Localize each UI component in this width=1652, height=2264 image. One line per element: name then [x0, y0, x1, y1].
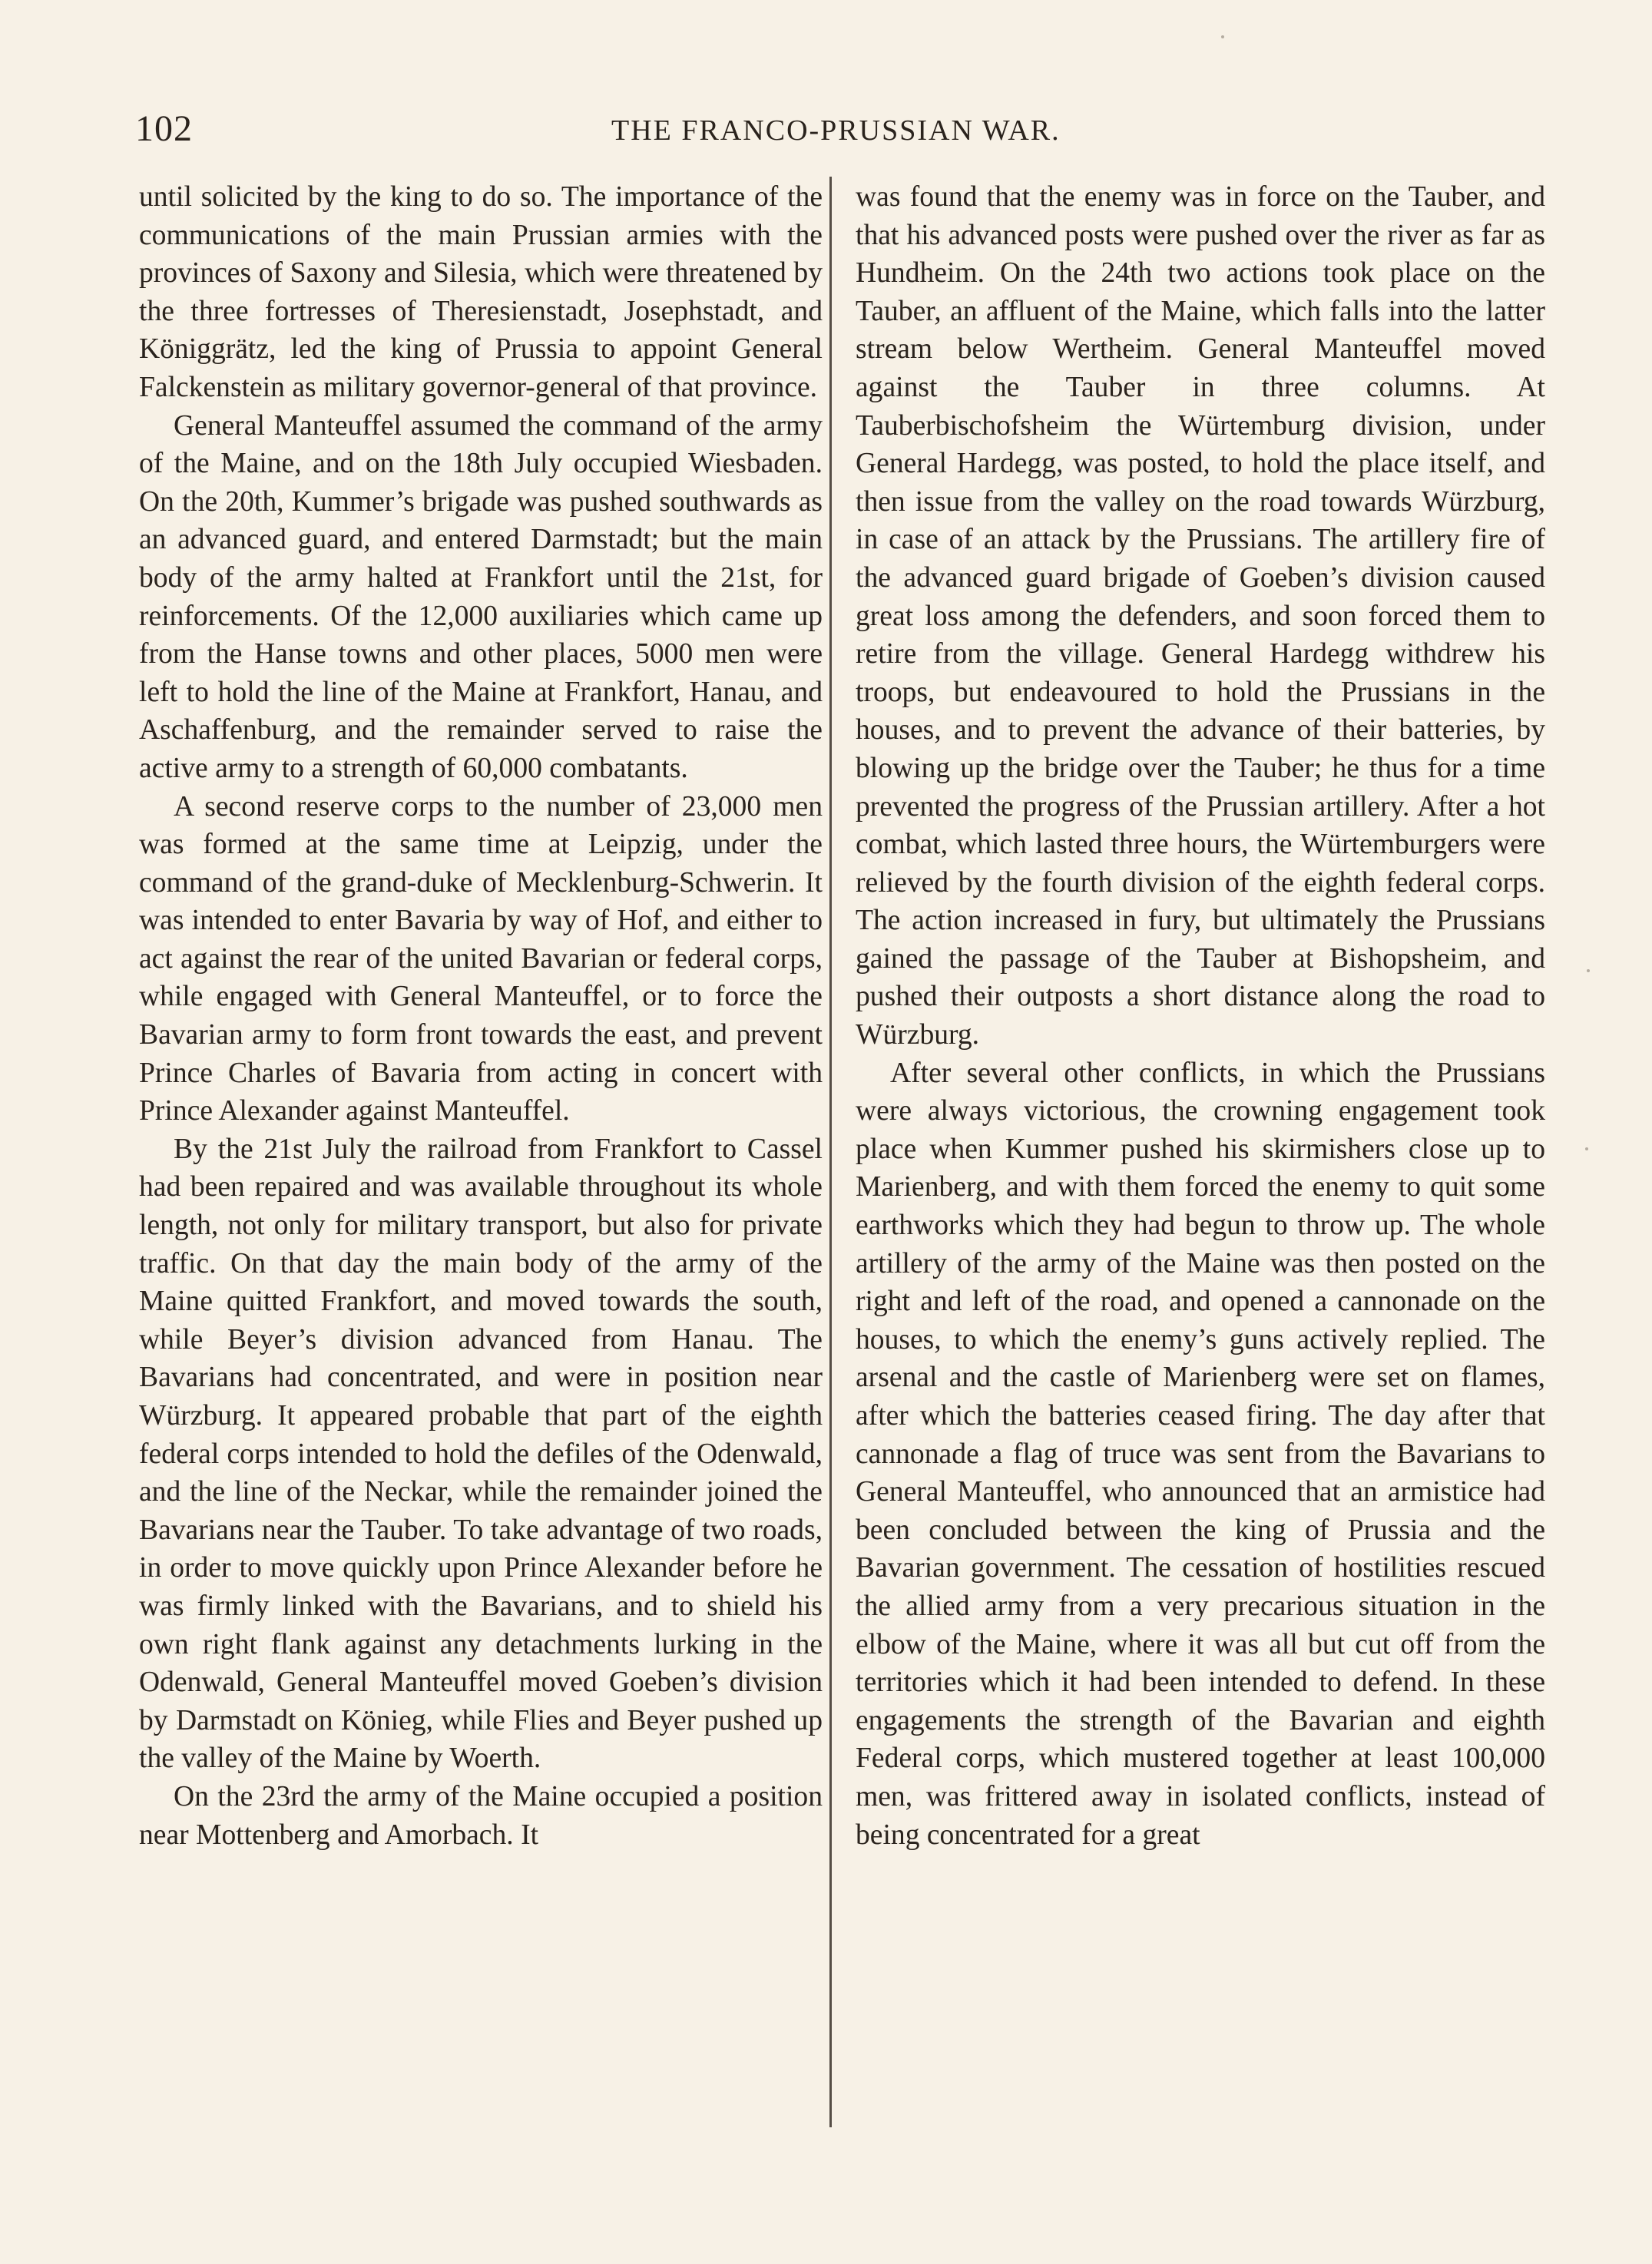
- running-head: THE FRANCO-PRUSSIAN WAR.: [611, 114, 1061, 147]
- left-paragraph-5: On the 23rd the army of the Maine occupied a position near Mottenberg and Amorbach. It: [139, 1780, 823, 1851]
- left-paragraph-2: General Manteuffel assumed the command of the army of the Maine, and on the 18th July occupied Wiesbaden. On the 20th, Kummer’s brigade was pushed southwards as an advanced guard, and entered Darmstadt; but the main body of the army halted at Frankfort until the 21st, for reinforcements. Of the 12,000 auxiliaries which came up from the Hanse towns and other places, 5000 men were left to hold the line of the Maine at Frankfort, Hanau, and Aschaffenburg, and the remainder served to raise the active army to a strength of 60,000 combatants.: [139, 409, 823, 784]
- page-header: [135, 108, 1556, 161]
- left-column: [139, 178, 823, 2160]
- left-paragraph-4: By the 21st July the railroad from Frankfort to Cassel had been repaired and was available throughout its whole length, not only for military transport, but also for private traffic. On that day the main body of the army of the Maine quitted Frankfort, and moved towards the south, while Beyer’s division advanced from Hanau. The Bavarians had concentrated, and were in position near Würzburg. It appeared probable that part of the eighth federal corps intended to hold the defiles of the Odenwald, and the line of the Neckar, while the remainder joined the Bavarians near the Tauber. To take advantage of two roads, in order to move quickly upon Prince Alexander before he was firmly linked with the Bavarians, and to shield his own right flank against any detachments lurking in the Odenwald, General Manteuffel moved Goeben’s division by Darmstadt on Könieg, while Flies and Beyer pushed up the valley of the Maine by Woerth.: [139, 1133, 823, 1775]
- left-paragraph-1: until solicited by the king to do so. The importance of the communications of the main Prussian armies with the provinces of Saxony and Silesia, which were threatened by the three fortresses of Theresienstadt, Josephstadt, and Königgrätz, led the king of Prussia to appoint General Falckenstein as military governor-general of that province.: [139, 181, 823, 403]
- right-paragraph-2: After several other conflicts, in which the Prussians were always victorious, the crowning engagement took place when Kummer pushed his skirmishers close up to Marienberg, and with them forced the enemy to quit some earthworks which they had begun to throw up. The whole artillery of the army of the Maine was then posted on the right and left of the road, and opened a cannonade on the houses, to which the enemy’s guns actively replied. The arsenal and the castle of Marienberg were set on flames, after which the batteries ceased firing. The day after that cannonade a flag of truce was sent from the Bavarians to General Manteuffel, who announced that an armistice had been concluded between the king of Prussia and the Bavarian government. The cessation of hostilities rescued the allied army from a very precarious situation in the elbow of the Maine, where it was all but cut off from the territories which it had been intended to defend. In these engagements the strength of the Bavarian and eighth Federal corps, which mustered together at least 100,000 men, was frittered away in isolated conflicts, instead of being concentrated for a great: [856, 1057, 1545, 1851]
- paper-speck: [1587, 969, 1590, 972]
- column-divider: [829, 177, 832, 2127]
- right-paragraph-1: was found that the enemy was in force on the Tauber, and that his advanced posts were pushed over the river as far as Hundheim. On the 24th two actions took place on the Tauber, an affluent of the Maine, which falls into the latter stream below Wertheim. General Manteuffel moved against the Tauber in three columns. At Tauberbischofsheim the Würtemburg division, under General Hardegg, was posted, to hold the place itself, and then issue from the valley on the road towards Würzburg, in case of an attack by the Prussians. The artillery fire of the advanced guard brigade of Goeben’s division caused great loss among the defenders, and soon forced them to retire from the village. General Hardegg withdrew his troops, but endeavoured to hold the Prussians in the houses, and to prevent the advance of their batteries, by blowing up the bridge over the Tauber; he thus for a time prevented the progress of the Prussian artillery. After a hot combat, which lasted three hours, the Würtemburgers were relieved by the fourth division of the eighth federal corps. The action increased in fury, but ultimately the Prussians gained the passage of the Tauber at Bishopsheim, and pushed their outposts a short distance along the road to Würzburg.: [856, 181, 1545, 1051]
- page-number: 102: [135, 108, 193, 149]
- paper-speck: [1221, 35, 1224, 38]
- left-paragraph-3: A second reserve corps to the number of 23,000 men was formed at the same time at Leipzig, under the command of the grand-duke of Mecklenburg-Schwerin. It was intended to enter Bavaria by way of Hof, and either to act against the rear of the united Bavarian or federal corps, while engaged with General Manteuffel, or to force the Bavarian army to form front towards the east, and prevent Prince Charles of Bavaria from acting in concert with Prince Alexander against Manteuffel.: [139, 790, 823, 1127]
- paper-speck: [1585, 1147, 1588, 1150]
- right-column: [856, 178, 1545, 2160]
